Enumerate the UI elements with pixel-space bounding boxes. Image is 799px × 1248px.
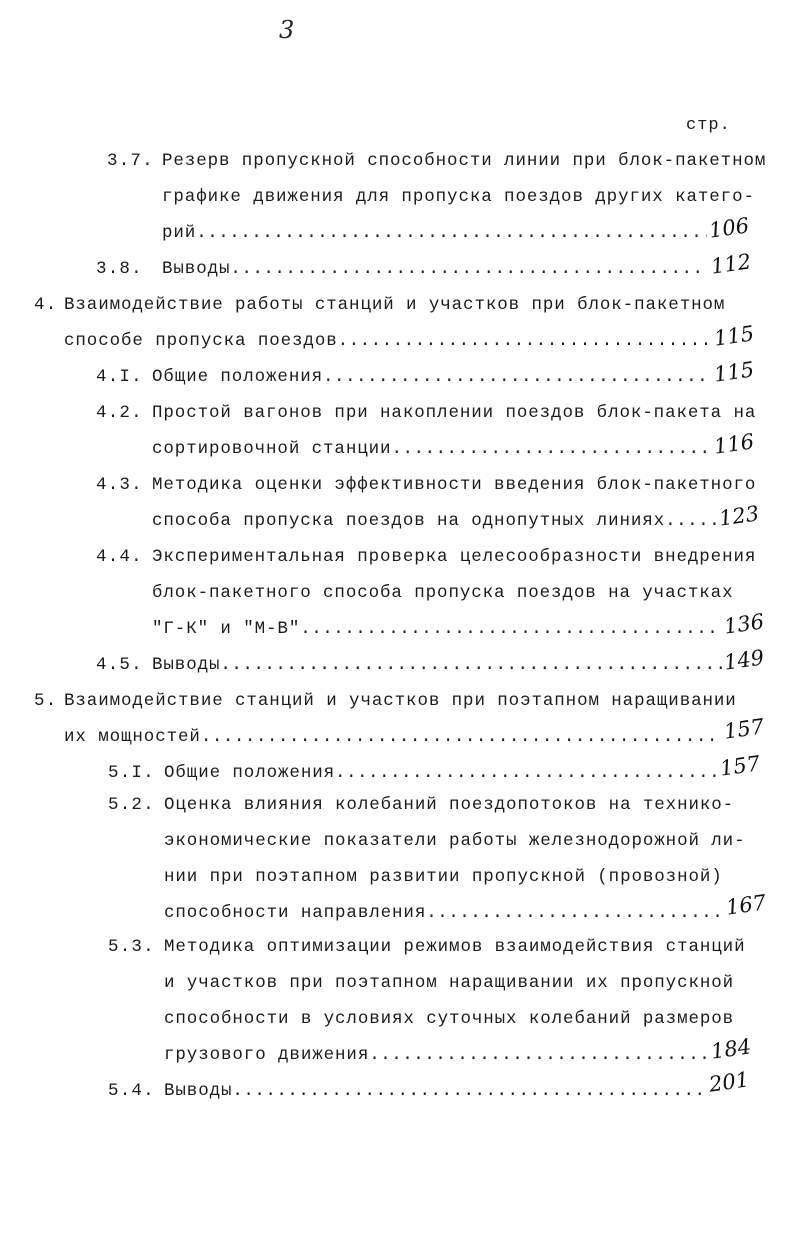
toc-4-2-line-1: Простой вагонов при накоплении поездов блок-пакета на	[152, 403, 757, 423]
toc-4-3-number: 4.3.	[96, 475, 143, 495]
leader-dots	[201, 726, 722, 748]
toc-5-4-number: 5.4.	[108, 1081, 155, 1101]
toc-4-3-line-2	[152, 510, 717, 532]
toc-4-3-line-2-text: способа пропуска поездов на однопутных линиях	[152, 511, 666, 531]
toc-3-8-line	[162, 258, 707, 280]
toc-5-2-line-4-text: способности направления	[164, 903, 427, 923]
toc-3-8-page: 112	[709, 249, 753, 279]
toc-4-4-line-1: Экспериментальная проверка целесообразности внедрения	[152, 547, 757, 567]
toc-4-5-line	[152, 654, 722, 676]
toc-5-1-title: Общие положения	[164, 763, 336, 783]
toc-5-2-line-3: нии при поэтапном развитии пропускной (провозной)	[164, 867, 723, 887]
toc-5-3-page: 184	[709, 1034, 753, 1064]
toc-4-4-line-2: блок-пакетного способа пропуска поездов на участках	[152, 583, 734, 603]
toc-4-number: 4.	[34, 295, 58, 315]
toc-3-7-number: 3.7.	[107, 151, 154, 171]
toc-5-2-line-2: экономические показатели работы железнодорожной ли-	[164, 831, 746, 851]
toc-4-1-title: Общие положения	[152, 367, 324, 387]
toc-4-5-page: 149	[722, 645, 766, 675]
toc-5-4-page: 201	[707, 1067, 751, 1097]
toc-4-page: 115	[712, 321, 756, 351]
leader-dots	[335, 762, 720, 784]
toc-5-1-line	[164, 762, 720, 784]
page-column-label: стр.	[686, 116, 731, 135]
toc-5-number: 5.	[34, 691, 58, 711]
toc-5-2-number: 5.2.	[108, 795, 155, 815]
toc-4-2-number: 4.2.	[96, 403, 143, 423]
toc-5-3-line-2: и участков при поэтапном наращивании их пропускной	[164, 973, 735, 993]
toc-5-2-line-4	[164, 902, 724, 924]
toc-5-line-1: Взаимодействие станций и участков при поэтапном наращивании	[64, 691, 737, 711]
leader-dots	[220, 654, 722, 676]
leader-dots	[230, 258, 707, 280]
toc-4-1-page: 115	[712, 357, 756, 387]
leader-dots	[665, 510, 717, 532]
toc-5-line-2-text: их мощностей	[64, 727, 201, 747]
toc-4-1-number: 4.I.	[96, 367, 143, 387]
toc-3-7-line-1: Резерв пропускной способности линии при блок-пакетном	[162, 151, 767, 171]
toc-5-4-line	[164, 1080, 709, 1102]
leader-dots	[323, 366, 712, 388]
leader-dots	[391, 438, 712, 460]
toc-4-3-page: 123	[717, 501, 761, 531]
toc-5-2-page: 167	[724, 890, 768, 920]
toc-4-line-1: Взаимодействие работы станций и участков при блок-пакетном	[64, 295, 726, 315]
toc-4-5-title: Выводы	[152, 655, 221, 675]
toc-4-5-number: 4.5.	[96, 655, 143, 675]
toc-4-3-line-1: Методика оценки эффективности введения блок-пакетного	[152, 475, 757, 495]
toc-5-line-2	[64, 726, 722, 748]
leader-dots	[300, 618, 722, 640]
toc-5-4-title: Выводы	[164, 1081, 233, 1101]
toc-4-4-line-3-text: "Г-К" и "М-В"	[152, 619, 301, 639]
toc-4-2-line-2-text: сортировочной станции	[152, 439, 392, 459]
toc-5-3-line-4-text: грузового движения	[164, 1045, 370, 1065]
toc-4-2-line-2	[152, 438, 712, 460]
toc-4-1-line	[152, 366, 712, 388]
leader-dots	[426, 902, 724, 924]
toc-3-8-number: 3.8.	[96, 259, 143, 279]
toc-3-7-page: 106	[707, 213, 751, 243]
toc-3-7-line-3	[162, 222, 707, 244]
toc-3-8-title: Выводы	[162, 259, 231, 279]
page-number: 3	[279, 16, 295, 44]
toc-5-3-line-4	[164, 1044, 709, 1066]
toc-4-line-2	[64, 330, 712, 352]
toc-5-3-line-3: способности в условиях суточных колебаний размеров	[164, 1009, 735, 1029]
toc-5-2-line-1: Оценка влияния колебаний поездопотоков на технико-	[164, 795, 735, 815]
leader-dots	[232, 1080, 709, 1102]
toc-5-page: 157	[722, 714, 766, 744]
toc-4-4-page: 136	[722, 609, 766, 639]
leader-dots	[338, 330, 712, 352]
toc-5-3-number: 5.3.	[108, 937, 155, 957]
toc-3-7-line-3-text: рий	[162, 223, 197, 243]
leader-dots	[369, 1044, 709, 1066]
toc-4-4-line-3	[152, 618, 722, 640]
toc-4-line-2-text: способе пропуска поездов	[64, 331, 338, 351]
toc-3-7-line-2: графике движения для пропуска поездов других катего-	[162, 187, 755, 207]
toc-5-1-page: 157	[718, 751, 762, 781]
toc-4-2-page: 116	[712, 429, 756, 459]
toc-5-1-number: 5.I.	[108, 763, 155, 783]
toc-5-3-line-1: Методика оптимизации режимов взаимодействия станций	[164, 937, 746, 957]
toc-4-4-number: 4.4.	[96, 547, 143, 567]
leader-dots	[196, 222, 707, 244]
